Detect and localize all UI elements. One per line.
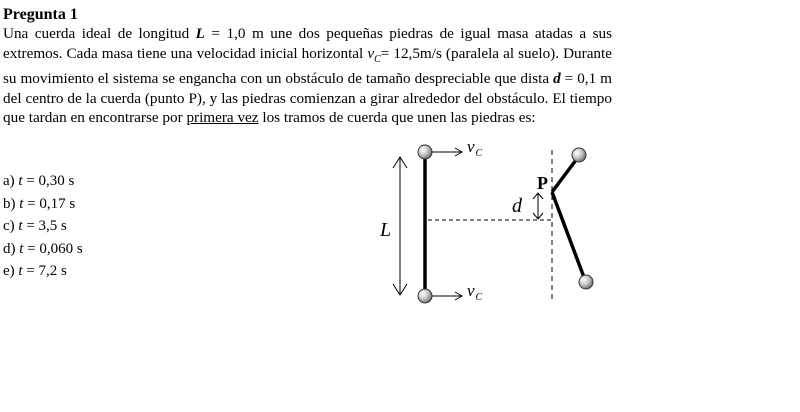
- length-symbol: L: [195, 25, 205, 42]
- point-p-label: P: [537, 173, 548, 193]
- distance-symbol: d: [553, 70, 561, 88]
- question-title: Pregunta 1: [3, 6, 78, 23]
- stone-top: [418, 145, 432, 159]
- option-d: d) t = 0,060 s: [3, 240, 83, 257]
- length-dimension-arrow: [393, 157, 407, 295]
- option-c: c) t = 3,5 s: [3, 218, 67, 234]
- velocity-label-top: $v_C$: [467, 137, 483, 159]
- string-upper-segment: [552, 156, 579, 192]
- length-label: L: [380, 219, 392, 241]
- stone-bottom: [418, 289, 432, 303]
- distance-label: d: [512, 195, 522, 217]
- option-b: b) t = 0,17 s: [3, 195, 76, 212]
- velocity-label-bottom: $v_C$: [467, 281, 483, 303]
- option-e: e) t = 7,2 s: [3, 263, 67, 279]
- velocity-symbol: v: [367, 44, 375, 62]
- distance-dimension-arrow: [533, 193, 543, 219]
- stone-lower-right: [579, 275, 593, 289]
- question-statement: Una cuerda ideal de longitud L = 1,0 m une dos pequeñas piedras de igual masa atadas a sus extremos. Cada masa tiene una velocidad inicial horizontal $v_C= 12,5m/s$ (paralela al suelo). Durante su movimiento el sistema se engancha con un obstáculo de tamaño despreciable que dista d = 0,1 m del centro de la cuerda (punto P), y las piedras comienzan a girar alrededor del obstáculo. El tiempo que tardan en encontrarse por primera vez los tramos de cuerda que unen las piedras es:: [3, 25, 613, 127]
- stone-upper-right: [572, 148, 586, 162]
- string-lower-segment: [552, 192, 585, 280]
- underlined-phrase: primera vez: [186, 109, 259, 127]
- option-a: a) t = 0,30 s: [3, 173, 75, 189]
- velocity-arrow-top: [431, 148, 462, 156]
- velocity-arrow-bottom: [431, 292, 462, 300]
